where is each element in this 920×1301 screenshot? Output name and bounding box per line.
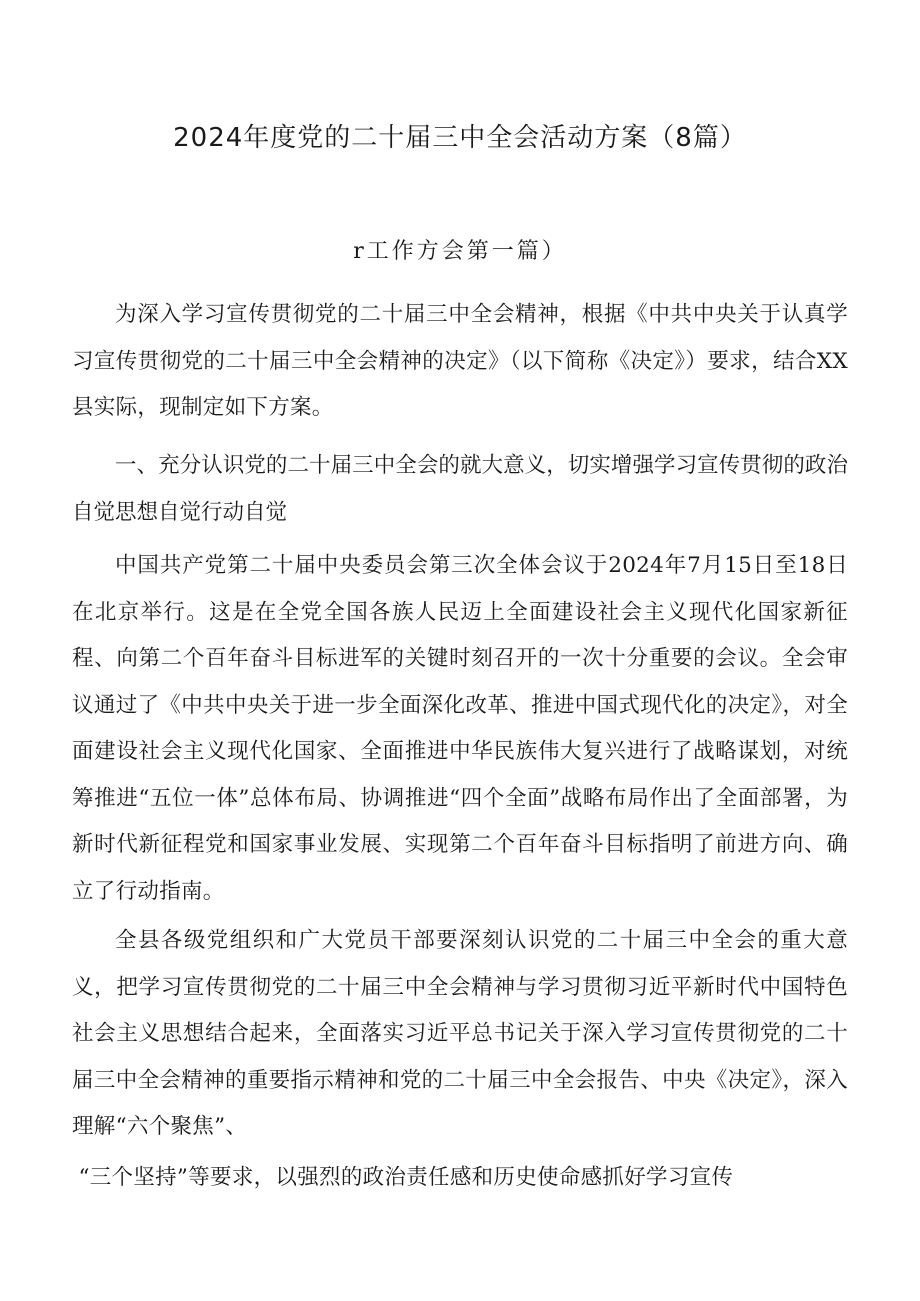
document-subtitle: r工作方会第一篇） (353, 239, 567, 264)
paragraph-plenum-overview: 中国共产党第二十届中央委员会第三次全体会议于2024年7月15日至18日在北京举行。这是在全党全国各族人民迈上全面建设社会主义现代化国家新征程、向第二个百年奋斗目标进军的关键时刻召开的一次十分重要的会议。全会审议通过了《中共中央关于进一步全面深化改革、推进中国式现代化的决定》，对全面建设社会主义现代化国家、全面推进中华民族伟大复兴进行了战略谋划，对统筹推进“五位一体”总体布局、协调推进“四个全面”战略布局作出了全面部署，为新时代新征程党和国家事业发展、实现第二个百年奋斗目标指明了前进方向、确立了行动指南。 (72, 553, 848, 904)
paragraph-continued: “三个坚持”等要求，以强烈的政治责任感和历史使命感抓好学习宣传 (78, 1165, 734, 1190)
section-heading-1: 一、充分认识党的二十届三中全会的就大意义，切实增强学习宣传贯彻的政治自觉思想自觉行动自觉 (72, 453, 848, 525)
paragraph-intro: 为深入学习宣传贯彻党的二十届三中全会精神，根据《中共中央关于认真学习宣传贯彻党的二十届三中全会精神的决定》（以下简称《决定》）要求，结合XX县实际，现制定如下方案。 (72, 302, 848, 420)
paragraph-county-requirements: 全县各级党组织和广大党员干部要深刻认识党的二十届三中全会的重大意义，把学习宣传贯彻党的二十届三中全会精神与学习贯彻习近平新时代中国特色社会主义思想结合起来，全面落实习近平总书记关于深入学习宣传贯彻党的二十届三中全会精神的重要指示精神和党的二十届三中全会报告、中央《决定》，深入理解“六个聚焦”、 (72, 928, 848, 1139)
document-title: 2024年度党的二十届三中全会活动方案（8篇） (173, 123, 747, 153)
